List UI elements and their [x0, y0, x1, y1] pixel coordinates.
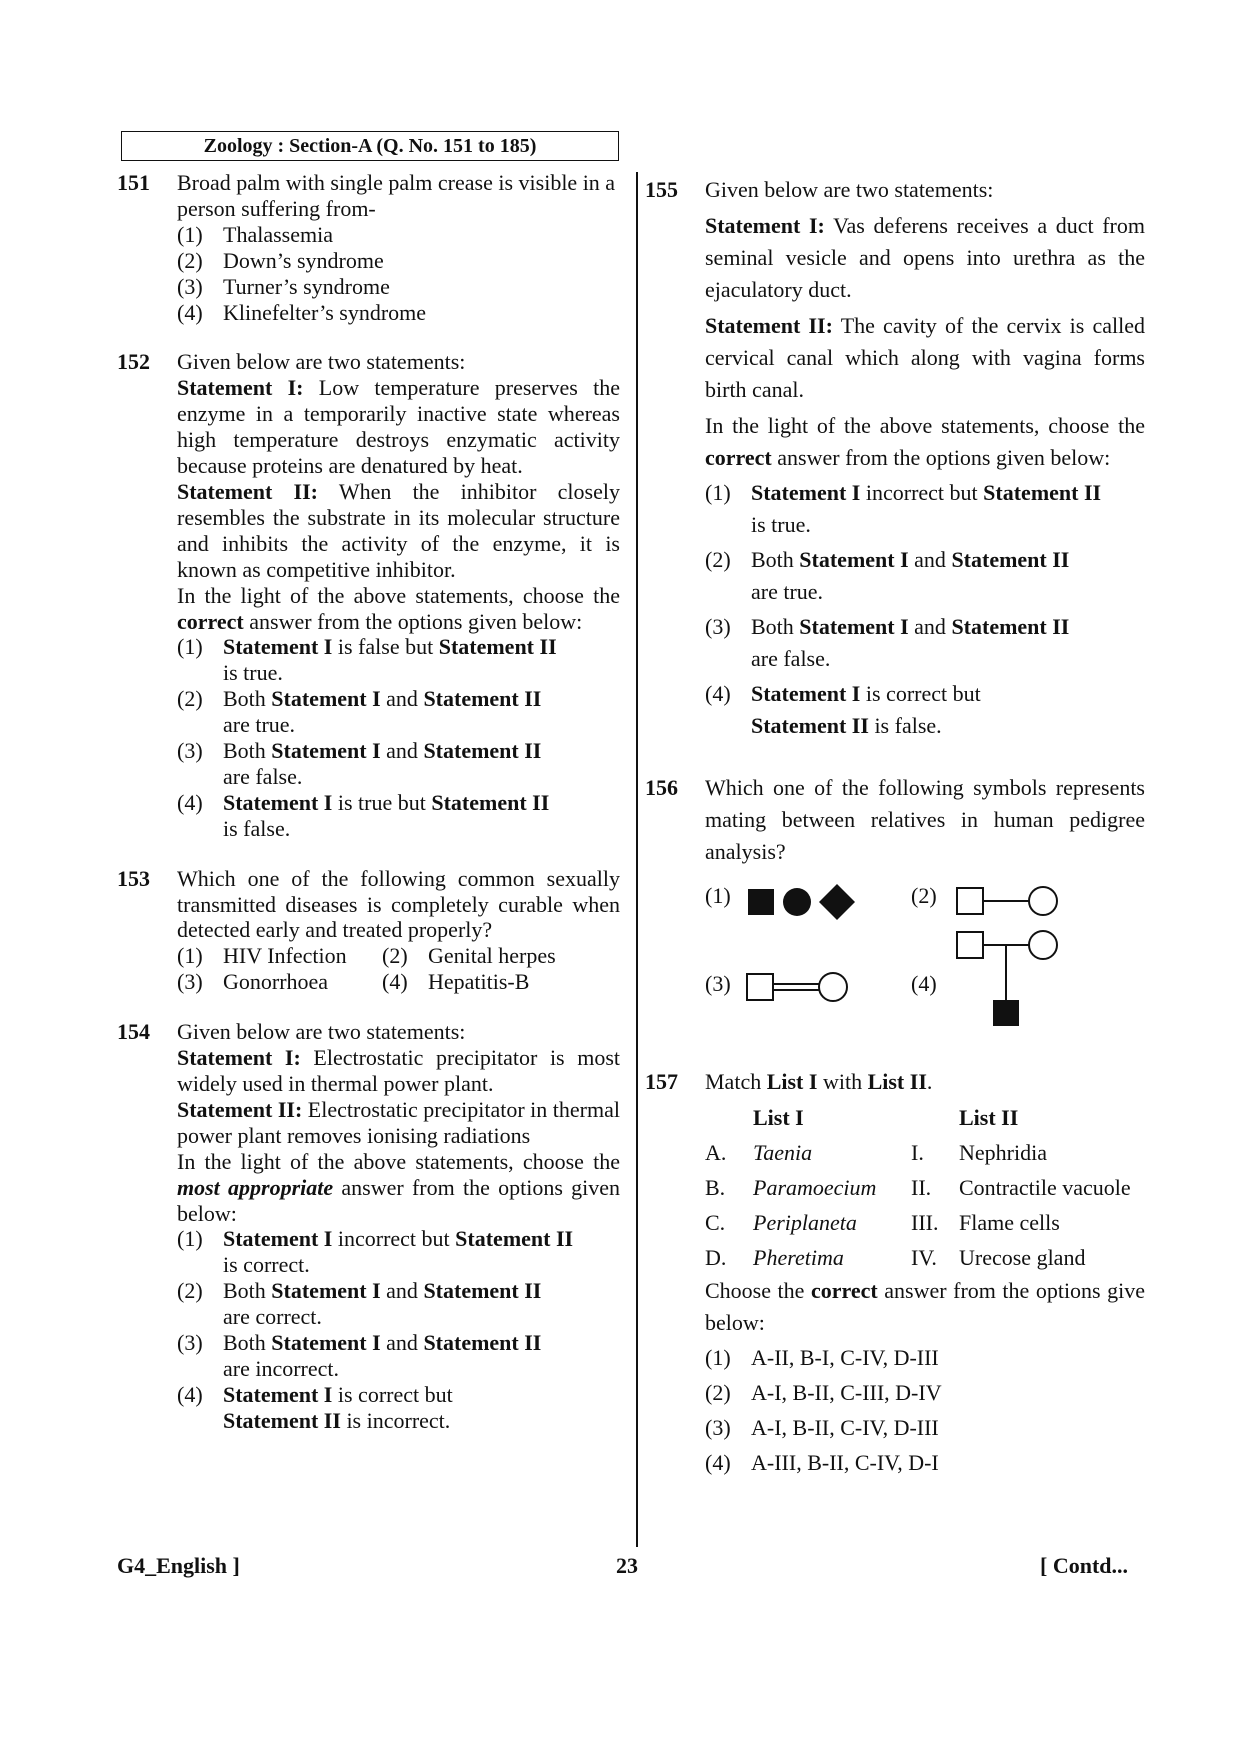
- female-icon: [819, 973, 847, 1001]
- row-organism: Pheretima: [753, 1245, 844, 1270]
- option-text: A-II, B-I, C-IV, D-III: [751, 1345, 939, 1370]
- option-text: Thalassemia: [223, 221, 333, 247]
- question-prompt: [177, 1149, 620, 1227]
- list-2-header: List II: [959, 1105, 1019, 1130]
- option-text: is true but: [337, 789, 426, 815]
- prompt-text: answer from the options given below:: [777, 445, 1111, 470]
- option-number: (3): [705, 971, 731, 996]
- option-3[interactable]: [177, 969, 382, 995]
- option-number: (1): [705, 480, 731, 505]
- option-text: and: [386, 1278, 418, 1304]
- option-text: A-III, B-II, C-IV, D-I: [751, 1450, 939, 1475]
- option-text: incorrect but: [865, 480, 978, 505]
- option-text: is correct but: [337, 1381, 453, 1407]
- prompt-text: In the light of the above statements, choose the: [177, 1148, 620, 1174]
- option-number: (2): [177, 247, 203, 273]
- row-numeral: II.: [911, 1175, 932, 1200]
- option-emphasis: Statement I: [271, 1278, 381, 1304]
- option-number: (4): [705, 1450, 731, 1475]
- option-text: are false.: [223, 763, 303, 789]
- prompt-text: In the light of the above statements, choose the: [177, 582, 620, 608]
- prompt-text: answer from the options given below:: [177, 1174, 621, 1226]
- option-number: (4): [177, 1381, 203, 1407]
- option-3[interactable]: [705, 1412, 1145, 1444]
- option-number: (3): [177, 969, 203, 995]
- option-4[interactable]: [705, 678, 1145, 742]
- option-3[interactable]: [177, 738, 620, 790]
- option-text: is false.: [874, 713, 942, 738]
- option-2[interactable]: [177, 248, 620, 274]
- question-154: [117, 1019, 620, 1434]
- option-number: (4): [382, 969, 408, 995]
- option-emphasis: Statement II: [423, 1330, 542, 1356]
- footer-left: G4_English ]: [117, 1553, 240, 1578]
- option-4[interactable]: [705, 1447, 1145, 1479]
- prompt-text: Choose the: [705, 1278, 805, 1303]
- option-emphasis: Statement II: [751, 713, 869, 738]
- option-number: (2): [705, 1380, 731, 1405]
- prompt-emphasis: most appropriate: [177, 1174, 334, 1200]
- option-1-symbols[interactable]: [745, 882, 875, 924]
- right-column: [645, 174, 1145, 1479]
- option-emphasis: Statement I: [799, 614, 909, 639]
- option-emphasis: Statement II: [438, 634, 557, 660]
- option-emphasis: Statement I: [223, 634, 333, 660]
- statement-2: [177, 1097, 620, 1149]
- row-structure: Flame cells: [959, 1210, 1060, 1235]
- option-4[interactable]: [382, 969, 620, 995]
- option-text: and: [386, 738, 418, 764]
- option-4[interactable]: [177, 1382, 620, 1434]
- intro-text: .: [926, 1069, 933, 1094]
- option-number: (4): [177, 299, 203, 325]
- statement-1: [177, 1045, 620, 1097]
- option-text: is false but: [337, 634, 434, 660]
- option-4-symbols[interactable]: [955, 924, 1065, 1050]
- intro-text: Match: [705, 1069, 762, 1094]
- option-text: Both: [751, 547, 794, 572]
- statement-2-label: Statement II:: [705, 313, 833, 338]
- question-152: [117, 349, 620, 841]
- option-number: (2): [705, 547, 731, 572]
- option-4[interactable]: [177, 790, 620, 842]
- option-number: (1): [177, 634, 203, 660]
- question-text: Which one of the following symbols represents mating between relatives in human pedigree analysis?: [705, 775, 1145, 864]
- option-text: are true.: [223, 712, 296, 738]
- statement-1-text: Electrostatic precipitator is most widely used in thermal power plant.: [177, 1045, 620, 1096]
- option-2[interactable]: [705, 544, 1145, 608]
- column-divider: [636, 172, 638, 1547]
- option-text: is incorrect.: [346, 1407, 451, 1433]
- option-number: (3): [705, 614, 731, 639]
- statement-1-label: Statement I:: [177, 375, 304, 401]
- pedigree-options: [705, 880, 1145, 1050]
- footer-right: [ Contd...: [1040, 1553, 1129, 1578]
- match-table: [705, 1100, 1145, 1275]
- male-icon: [747, 974, 773, 1000]
- option-1[interactable]: [177, 634, 620, 686]
- statement-2-label: Statement II:: [177, 478, 318, 504]
- option-2[interactable]: [382, 943, 620, 969]
- option-3[interactable]: [177, 1330, 620, 1382]
- option-number: (1): [705, 1345, 731, 1370]
- option-text: and: [914, 614, 946, 639]
- option-text: is correct.: [223, 1252, 310, 1278]
- option-number: (1): [177, 221, 203, 247]
- option-number: (4): [911, 971, 937, 996]
- question-number: 152: [117, 349, 150, 375]
- statement-1-text: Low temperature preserves the enzyme in a temporarily inactive state whereas high temperature destroys enzymatic activity because proteins are denatured by heat.: [177, 375, 620, 479]
- question-157: [645, 1066, 1145, 1479]
- option-text: Turner’s syndrome: [223, 273, 390, 299]
- option-number: (2): [177, 1278, 203, 1304]
- row-key: B.: [705, 1175, 726, 1200]
- question-number: 151: [117, 170, 150, 195]
- option-text: is correct but: [865, 681, 981, 706]
- row-organism: Paramoecium: [753, 1175, 877, 1200]
- affected-female-icon: [783, 888, 811, 916]
- statement-1: [177, 375, 620, 479]
- prompt-emphasis: correct: [705, 445, 772, 470]
- option-emphasis: Statement I: [751, 681, 861, 706]
- question-prompt: [705, 1275, 1145, 1339]
- option-text: is true.: [223, 660, 283, 686]
- option-number: (2): [382, 943, 408, 969]
- option-emphasis: Statement II: [223, 1407, 341, 1433]
- question-155: [645, 174, 1145, 742]
- option-4[interactable]: [177, 300, 620, 326]
- intro-emphasis: List I: [766, 1069, 818, 1094]
- row-structure: Contractile vacuole: [959, 1175, 1131, 1200]
- option-number: (4): [177, 789, 203, 815]
- option-3-symbols[interactable]: [745, 968, 855, 1010]
- question-153: [117, 866, 620, 996]
- option-text: are incorrect.: [223, 1355, 340, 1381]
- option-emphasis: Statement I: [751, 480, 861, 505]
- statement-1-text: Vas deferens receives a duct from seminal vesicle and opens into urethra as the ejaculatory duct.: [705, 213, 1145, 302]
- option-number: (1): [705, 883, 731, 908]
- statement-2-text: Electrostatic precipitator in thermal power plant removes ionising radiations: [177, 1096, 620, 1148]
- option-1[interactable]: [177, 943, 382, 969]
- question-number: 153: [117, 865, 150, 891]
- section-title: Zoology : Section-A (Q. No. 151 to 185): [121, 131, 619, 161]
- question-intro: Given below are two statements:: [177, 349, 466, 375]
- option-number: (3): [177, 1330, 203, 1356]
- question-prompt: [705, 410, 1145, 474]
- option-text: A-I, B-II, C-IV, D-III: [751, 1415, 939, 1440]
- row-structure: Urecose gland: [959, 1245, 1086, 1270]
- question-intro: [705, 1066, 1145, 1098]
- row-numeral: I.: [911, 1140, 924, 1165]
- option-1[interactable]: [177, 222, 620, 248]
- prompt-text: In the light of the above statements, choose the: [705, 413, 1145, 438]
- option-text: is false.: [223, 815, 291, 841]
- question-number: 155: [645, 177, 678, 202]
- option-emphasis: Statement II: [983, 480, 1102, 505]
- statement-2-text: The cavity of the cervix is called cervical canal which along with vagina forms birth canal.: [705, 313, 1145, 402]
- option-text: and: [386, 1330, 418, 1356]
- row-key: D.: [705, 1245, 727, 1270]
- option-text: and: [914, 547, 946, 572]
- option-1[interactable]: [705, 477, 1145, 541]
- option-number: (3): [177, 273, 203, 299]
- prompt-emphasis: correct: [177, 608, 244, 634]
- question-number: 154: [117, 1019, 150, 1045]
- option-text: are true.: [751, 579, 824, 604]
- option-text: Down’s syndrome: [223, 247, 384, 273]
- option-text: Genital herpes: [428, 943, 556, 969]
- option-2[interactable]: [177, 686, 620, 738]
- option-emphasis: Statement II: [951, 547, 1070, 572]
- statement-1: [705, 210, 1145, 306]
- question-intro: Given below are two statements:: [177, 1019, 466, 1045]
- option-emphasis: Statement II: [431, 789, 550, 815]
- option-text: A-I, B-II, C-III, D-IV: [751, 1380, 942, 1405]
- statement-1-label: Statement I:: [177, 1045, 301, 1071]
- option-2[interactable]: [177, 1278, 620, 1330]
- option-1[interactable]: [177, 1226, 620, 1278]
- options-grid: [177, 943, 620, 995]
- prompt-text: answer from the options given below:: [249, 608, 583, 634]
- statement-2-label: Statement II:: [177, 1096, 303, 1122]
- option-emphasis: Statement II: [423, 738, 542, 764]
- question-156: [645, 772, 1145, 1050]
- affected-male-icon: [748, 889, 774, 915]
- statement-2: [177, 479, 620, 583]
- option-number: (2): [911, 883, 937, 908]
- male-icon: [957, 888, 983, 914]
- option-text: Both: [223, 738, 266, 764]
- row-key: A.: [705, 1140, 727, 1165]
- option-emphasis: Statement I: [271, 686, 381, 712]
- option-emphasis: Statement I: [271, 1330, 381, 1356]
- page-number: 23: [616, 1553, 638, 1578]
- option-text: is true.: [751, 512, 811, 537]
- option-emphasis: Statement I: [223, 789, 333, 815]
- affected-unknown-sex-icon: [819, 884, 855, 920]
- option-text: are correct.: [223, 1304, 322, 1330]
- intro-emphasis: List II: [867, 1069, 927, 1094]
- female-icon: [1029, 887, 1057, 915]
- option-emphasis: Statement II: [423, 1278, 542, 1304]
- row-organism: Taenia: [753, 1140, 813, 1165]
- option-emphasis: Statement I: [223, 1226, 333, 1252]
- option-text: Both: [223, 1330, 266, 1356]
- option-number: (1): [177, 943, 203, 969]
- prompt-emphasis: correct: [810, 1278, 878, 1303]
- option-3[interactable]: [705, 611, 1145, 675]
- option-emphasis: Statement I: [271, 738, 381, 764]
- option-text: Klinefelter’s syndrome: [223, 299, 427, 325]
- row-numeral: III.: [911, 1210, 939, 1235]
- option-text: are false.: [751, 646, 831, 671]
- question-151: [117, 170, 620, 325]
- option-text: Hepatitis-B: [428, 969, 530, 995]
- option-text: Both: [223, 1278, 266, 1304]
- question-intro: Given below are two statements:: [705, 177, 994, 202]
- option-number: (1): [177, 1226, 203, 1252]
- option-emphasis: Statement I: [799, 547, 909, 572]
- option-text: incorrect but: [337, 1226, 450, 1252]
- option-number: (2): [177, 686, 203, 712]
- option-1[interactable]: [705, 1342, 1145, 1374]
- option-number: (4): [705, 681, 731, 706]
- option-text: Both: [223, 686, 266, 712]
- row-key: C.: [705, 1210, 726, 1235]
- row-numeral: IV.: [911, 1245, 937, 1270]
- female-icon: [1029, 931, 1057, 959]
- option-emphasis: Statement II: [423, 686, 542, 712]
- statement-2-text: When the inhibitor closely resembles the substrate in its molecular structure and inhibits the activity of the enzyme, it is known as competitive inhibitor.: [177, 478, 620, 582]
- option-emphasis: Statement II: [951, 614, 1070, 639]
- option-number: (3): [177, 738, 203, 764]
- male-icon: [957, 932, 983, 958]
- option-emphasis: Statement I: [223, 1381, 333, 1407]
- row-structure: Nephridia: [959, 1140, 1047, 1165]
- list-1-header: List I: [753, 1105, 804, 1130]
- statement-1-label: Statement I:: [705, 213, 825, 238]
- option-2[interactable]: [705, 1377, 1145, 1409]
- intro-text: with: [822, 1069, 863, 1094]
- option-2-symbols[interactable]: [955, 882, 1065, 924]
- option-3[interactable]: [177, 274, 620, 300]
- prompt-text: answer from the options give below:: [705, 1278, 1146, 1335]
- option-text: Both: [751, 614, 794, 639]
- question-text: Broad palm with single palm crease is visible in a person suffering from-: [177, 170, 616, 221]
- option-text: Gonorrhoea: [223, 969, 329, 995]
- row-organism: Periplaneta: [753, 1210, 857, 1235]
- statement-2: [705, 310, 1145, 406]
- option-emphasis: Statement II: [455, 1226, 574, 1252]
- option-text: and: [386, 686, 418, 712]
- left-column: [117, 170, 620, 1434]
- option-text: HIV Infection: [223, 943, 347, 969]
- question-number: 156: [645, 775, 678, 800]
- question-number: 157: [645, 1069, 678, 1094]
- affected-male-icon: [993, 1000, 1019, 1026]
- question-text: Which one of the following common sexually transmitted diseases is completely curable when detected early and treated properly?: [177, 865, 620, 943]
- question-prompt: [177, 583, 620, 635]
- option-number: (3): [705, 1415, 731, 1440]
